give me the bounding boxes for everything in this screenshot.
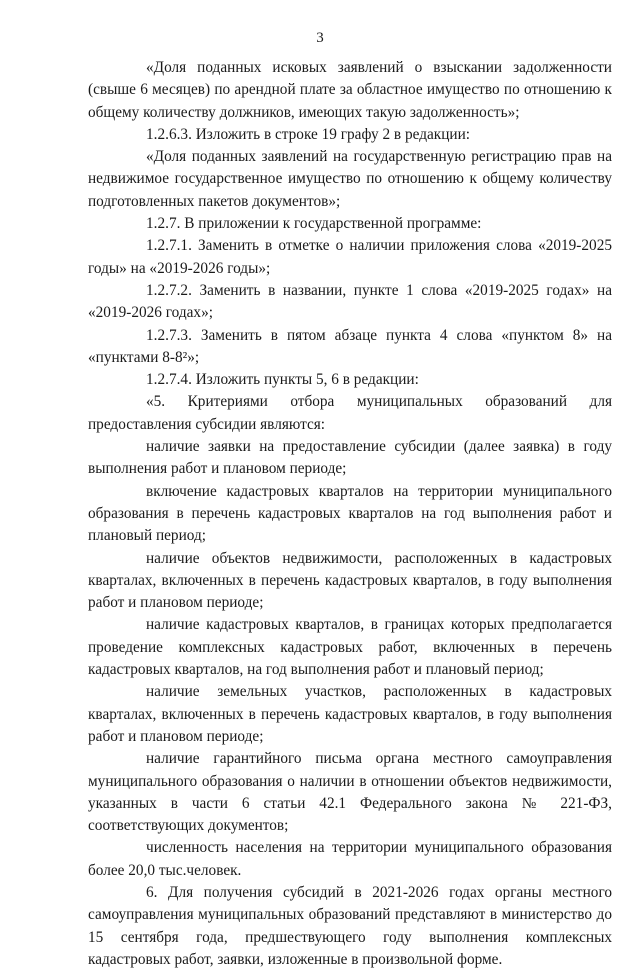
page-number: 3 <box>316 30 324 46</box>
paragraph: 1.2.7. В приложении к государственной программе: <box>146 215 482 233</box>
paragraph: 1.2.7.2. Заменить в названии, пункте 1 слова «2019-2025 годах» на «2019-2026 годах»; <box>88 281 612 322</box>
paragraph: численность населения на территории муниципального образования более 20,0 тыс.человек. <box>88 839 612 879</box>
paragraph: наличие гарантийного письма органа местного самоуправления муниципального образования о наличии в отношении объектов недвижимости, указанных в части 6 статьи 42.1 Федерального закона № 221-ФЗ, соответствующих документов; <box>88 750 612 835</box>
paragraph: наличие объектов недвижимости, расположенных в кадастровых кварталах, включенных в перечень кадастровых кварталов, в году выполнения работ и плановом периоде; <box>88 549 612 612</box>
paragraph: 1.2.7.3. Заменить в пятом абзаце пункта 4 слова «пунктом 8» на «пунктами 8-8²»; <box>88 326 612 366</box>
paragraph: наличие земельных участков, расположенных в кадастровых кварталах, включенных в перечень кадастровых кварталов, в году выполнения работ и плановом периоде; <box>88 683 612 745</box>
document-body <box>88 57 612 971</box>
paragraph: 1.2.6.3. Изложить в строке 19 графу 2 в редакции: <box>146 125 471 143</box>
paragraph: включение кадастровых кварталов на территории муниципального образования в перечень кадастровых кварталов на год выполнения работ и плановый период; <box>88 482 612 545</box>
paragraph: «Доля поданных заявлений на государственную регистрацию прав на недвижимое государственное имущество по отношению к общему количеству подготовленных пакетов документов»; <box>88 148 612 210</box>
paragraph: «Доля поданных исковых заявлений о взыскании задолженности (свыше 6 месяцев) по арендной плате за областное имущество по отношению к общему количеству должников, имеющих такую задолженность»; <box>88 59 612 121</box>
paragraph: наличие кадастровых кварталов, в границах которых предполагается проведение комплексных кадастровых работ, включенных в перечень кадастровых кварталов, на год выполнения работ и плановый период; <box>88 616 612 679</box>
paragraph: наличие заявки на предоставление субсидии (далее заявка) в году выполнения работ и плановом периоде; <box>88 438 612 478</box>
paragraph: «5. Критериями отбора муниципальных образований для предоставления субсидии являются: <box>88 393 612 433</box>
paragraph: 6. Для получения субсидий в 2021-2026 годах органы местного самоуправления муниципальных образований представляют в министерство до 15 сентября года, предшествующего году выполнения комплексных кадастровых работ, заявки, изложенные в произвольной форме. <box>88 883 612 968</box>
paragraph: 1.2.7.1. Заменить в отметке о наличии приложения слова «2019-2025 годы» на «2019-2026 годы»; <box>88 237 612 277</box>
paragraph: 1.2.7.4. Изложить пункты 5, 6 в редакции: <box>146 371 419 389</box>
